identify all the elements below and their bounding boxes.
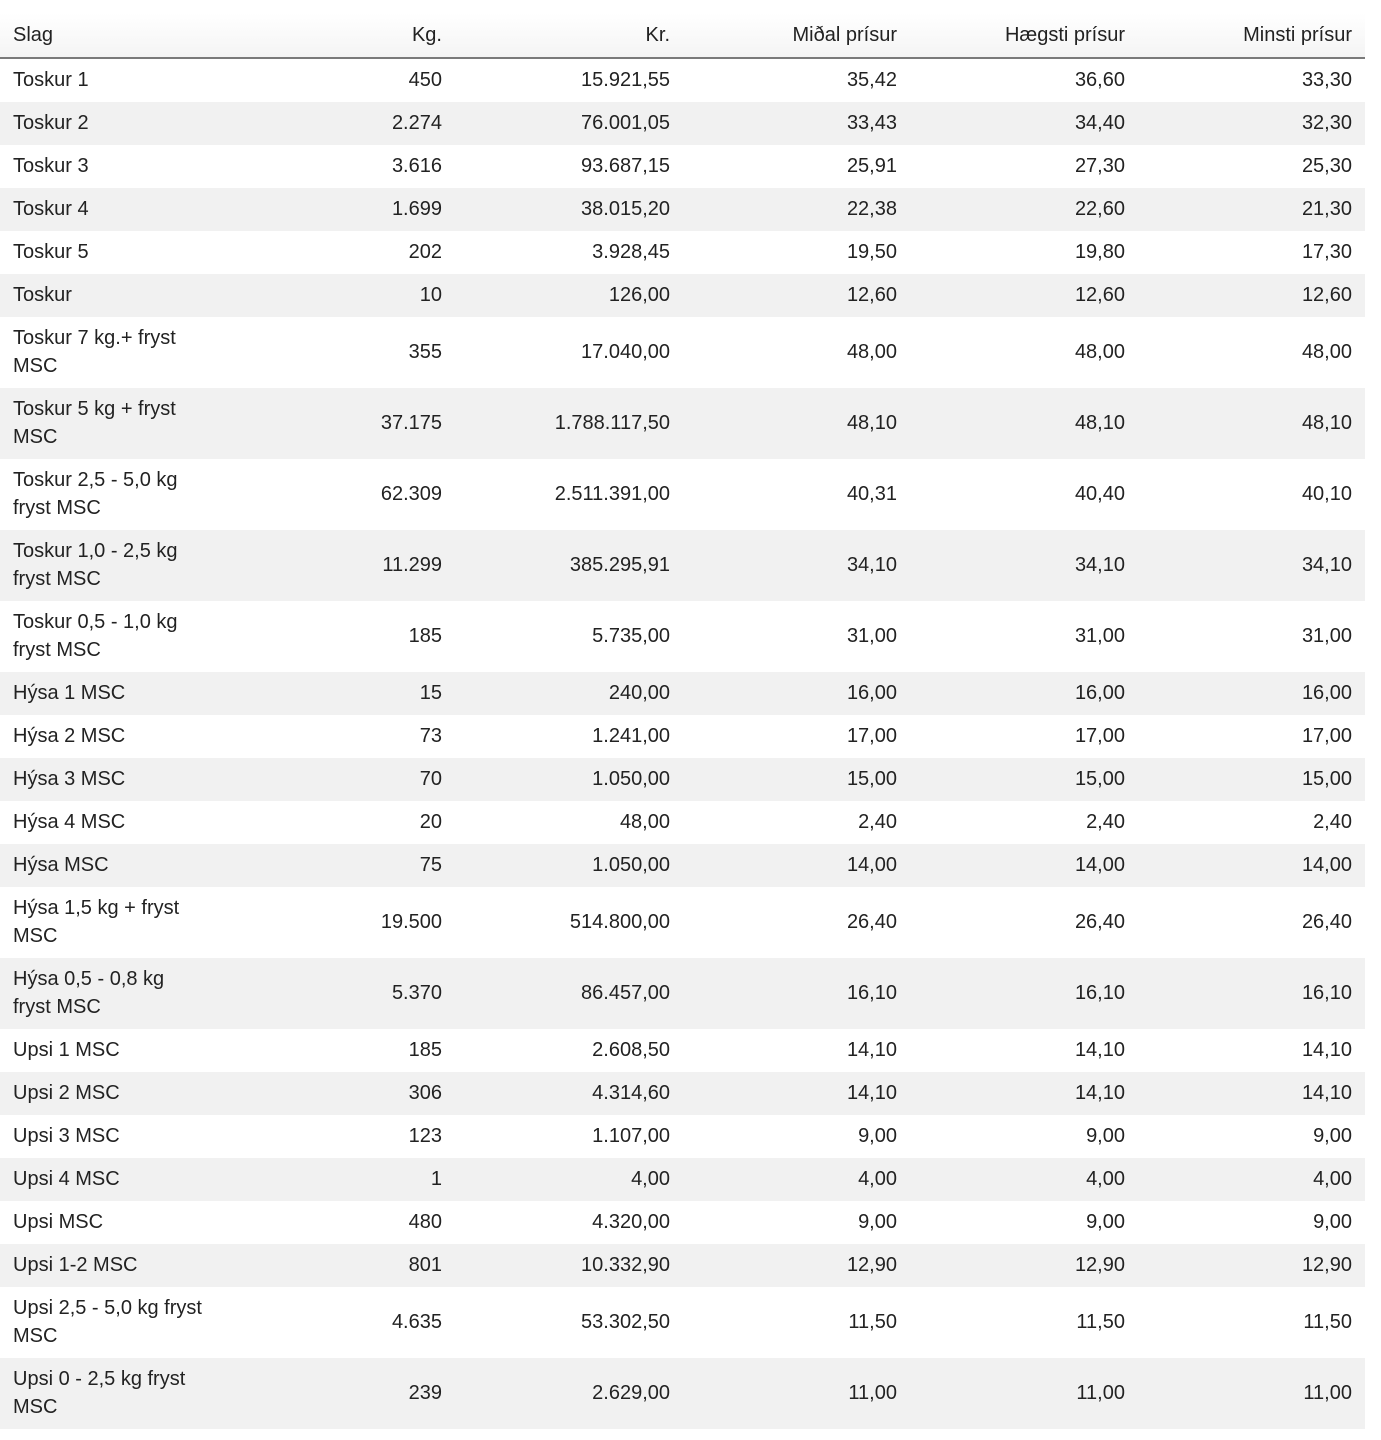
- cell-average-price: 14,10: [846, 1082, 897, 1104]
- cell-kg: 123: [408, 1125, 442, 1147]
- cell-slag: [0, 274, 228, 317]
- table-row: [0, 887, 1365, 958]
- cell-highest-price: 31,00: [1074, 625, 1125, 647]
- cell-lowest-price: 25,30: [1301, 155, 1352, 177]
- cell-slag: [0, 459, 228, 530]
- cell-average-price: 25,91: [846, 155, 897, 177]
- cell-kr: 1.050,00: [592, 768, 670, 790]
- cell-slag: [0, 1158, 228, 1201]
- cell-highest-price: 15,00: [1074, 768, 1125, 790]
- cell-average-price: 48,10: [846, 412, 897, 434]
- fish-type-label: Upsi 1-2 MSC: [13, 1254, 138, 1276]
- cell-slag: [0, 672, 228, 715]
- cell-lowest-price: 2,40: [1313, 811, 1352, 833]
- cell-average-price: 2,40: [858, 811, 897, 833]
- fish-type-label: Hýsa 3 MSC: [13, 768, 126, 790]
- cell-kg: 450: [408, 69, 442, 91]
- cell-slag: [0, 758, 228, 801]
- cell-slag: [0, 530, 228, 601]
- price-table: [0, 13, 1365, 1429]
- column-header-highest-price[interactable]: Hægsti prísur: [910, 13, 1138, 58]
- cell-highest-price: 12,90: [1074, 1254, 1125, 1276]
- cell-kr: 48,00: [619, 811, 670, 833]
- cell-highest-price: 16,10: [1074, 982, 1125, 1004]
- cell-slag: [0, 601, 228, 672]
- table-body: [0, 58, 1365, 1429]
- cell-lowest-price: 48,10: [1301, 412, 1352, 434]
- header-row: [0, 13, 1365, 58]
- cell-slag: [0, 844, 228, 887]
- table-row: [0, 102, 1365, 145]
- cell-lowest-price: 33,30: [1301, 69, 1352, 91]
- table-row: [0, 801, 1365, 844]
- cell-slag: [0, 1358, 228, 1429]
- cell-kg: 62.309: [380, 483, 442, 505]
- cell-kr: 2.511.391,00: [554, 483, 670, 505]
- cell-lowest-price: 34,10: [1301, 554, 1352, 576]
- fish-type-label: Toskur: [13, 284, 72, 306]
- cell-slag: [0, 1244, 228, 1287]
- fish-type-label: Upsi 2,5 - 5,0 kg fryst MSC: [13, 1297, 202, 1347]
- cell-kr: 240,00: [608, 682, 670, 704]
- cell-lowest-price: 11,00: [1303, 1382, 1352, 1404]
- cell-slag: [0, 231, 228, 274]
- cell-kg: 4.635: [391, 1311, 442, 1333]
- cell-highest-price: 11,00: [1076, 1382, 1125, 1404]
- table-row: [0, 58, 1365, 102]
- cell-highest-price: 9,00: [1086, 1211, 1125, 1233]
- cell-kg: 185: [408, 1039, 442, 1061]
- cell-kr: 93.687,15: [581, 155, 670, 177]
- table-row: [0, 1244, 1365, 1287]
- cell-kg: 355: [408, 341, 442, 363]
- cell-kg: 1: [430, 1168, 442, 1190]
- table-row: [0, 459, 1365, 530]
- cell-lowest-price: 12,60: [1301, 284, 1352, 306]
- cell-slag: [0, 1072, 228, 1115]
- table-row: [0, 317, 1365, 388]
- cell-highest-price: 9,00: [1086, 1125, 1125, 1147]
- cell-average-price: 35,42: [846, 69, 897, 91]
- cell-lowest-price: 15,00: [1301, 768, 1352, 790]
- cell-highest-price: 40,40: [1074, 483, 1125, 505]
- cell-average-price: 14,00: [846, 854, 897, 876]
- cell-highest-price: 17,00: [1074, 725, 1125, 747]
- cell-slag: [0, 958, 228, 1029]
- cell-average-price: 16,00: [846, 682, 897, 704]
- cell-kg: 5.370: [391, 982, 442, 1004]
- cell-lowest-price: 11,50: [1303, 1311, 1352, 1333]
- cell-kg: 202: [408, 241, 442, 263]
- cell-lowest-price: 31,00: [1301, 625, 1352, 647]
- cell-kr: 514.800,00: [569, 911, 670, 933]
- cell-average-price: 17,00: [846, 725, 897, 747]
- cell-kr: 5.735,00: [592, 625, 670, 647]
- cell-average-price: 12,60: [846, 284, 897, 306]
- table-row: [0, 1158, 1365, 1201]
- column-header-average-price[interactable]: Miðal prísur: [683, 13, 910, 58]
- fish-type-label: Hýsa 1 MSC: [13, 682, 126, 704]
- cell-lowest-price: 12,90: [1301, 1254, 1352, 1276]
- table-row: [0, 530, 1365, 601]
- cell-average-price: 19,50: [846, 241, 897, 263]
- cell-kr: 126,00: [608, 284, 670, 306]
- cell-average-price: 26,40: [846, 911, 897, 933]
- cell-kg: 185: [408, 625, 442, 647]
- column-header-kr[interactable]: Kr.: [455, 13, 683, 58]
- cell-lowest-price: 26,40: [1301, 911, 1352, 933]
- cell-highest-price: 48,00: [1074, 341, 1125, 363]
- cell-kr: 4.320,00: [592, 1211, 670, 1233]
- fish-type-label: Toskur 1,0 - 2,5 kg fryst MSC: [13, 540, 178, 590]
- cell-average-price: 9,00: [858, 1211, 897, 1233]
- cell-average-price: 31,00: [846, 625, 897, 647]
- fish-type-label: Upsi 1 MSC: [13, 1039, 120, 1061]
- cell-kr: 2.608,50: [592, 1039, 670, 1061]
- table-row: [0, 601, 1365, 672]
- table-row: [0, 758, 1365, 801]
- cell-kg: 239: [408, 1382, 442, 1404]
- table-row: [0, 1287, 1365, 1358]
- cell-kg: 3.616: [391, 155, 442, 177]
- cell-kr: 1.788.117,50: [554, 412, 670, 434]
- fish-type-label: Toskur 2,5 - 5,0 kg fryst MSC: [13, 469, 178, 519]
- cell-highest-price: 4,00: [1086, 1168, 1125, 1190]
- cell-kg: 73: [419, 725, 442, 747]
- cell-lowest-price: 21,30: [1301, 198, 1352, 220]
- cell-slag: [0, 388, 228, 459]
- cell-highest-price: 11,50: [1076, 1311, 1125, 1333]
- cell-highest-price: 22,60: [1074, 198, 1125, 220]
- cell-slag: [0, 188, 228, 231]
- table-row: [0, 1115, 1365, 1158]
- table-row: [0, 231, 1365, 274]
- cell-kr: 1.107,00: [592, 1125, 670, 1147]
- cell-kr: 17.040,00: [581, 341, 670, 363]
- table-row: [0, 1029, 1365, 1072]
- cell-slag: [0, 1287, 228, 1358]
- cell-slag: [0, 102, 228, 145]
- fish-type-label: Toskur 7 kg.+ fryst MSC: [13, 327, 176, 377]
- cell-average-price: 34,10: [846, 554, 897, 576]
- cell-kr: 53.302,50: [581, 1311, 670, 1333]
- fish-type-label: Toskur 5: [13, 241, 89, 263]
- cell-highest-price: 19,80: [1074, 241, 1125, 263]
- table-row: [0, 1201, 1365, 1244]
- cell-kg: 1.699: [391, 198, 442, 220]
- cell-highest-price: 36,60: [1074, 69, 1125, 91]
- cell-lowest-price: 17,00: [1301, 725, 1352, 747]
- cell-average-price: 22,38: [846, 198, 897, 220]
- cell-highest-price: 14,10: [1074, 1082, 1125, 1104]
- cell-kr: 4,00: [631, 1168, 670, 1190]
- cell-kg: 15: [419, 682, 442, 704]
- cell-kg: 10: [419, 284, 442, 306]
- cell-kg: 37.175: [380, 412, 442, 434]
- cell-kr: 38.015,20: [581, 198, 670, 220]
- fish-type-label: Upsi MSC: [13, 1211, 104, 1233]
- cell-lowest-price: 9,00: [1313, 1125, 1352, 1147]
- cell-highest-price: 34,10: [1074, 554, 1125, 576]
- table-row: [0, 958, 1365, 1029]
- cell-slag: [0, 1115, 228, 1158]
- cell-highest-price: 14,10: [1074, 1039, 1125, 1061]
- cell-slag: [0, 58, 228, 102]
- fish-type-label: Upsi 2 MSC: [13, 1082, 120, 1104]
- cell-kr: 2.629,00: [592, 1382, 670, 1404]
- cell-average-price: 11,50: [848, 1311, 897, 1333]
- cell-average-price: 48,00: [846, 341, 897, 363]
- fish-type-label: Hýsa 1,5 kg + fryst MSC: [13, 897, 180, 947]
- cell-average-price: 11,00: [848, 1382, 897, 1404]
- cell-highest-price: 48,10: [1074, 412, 1125, 434]
- cell-kg: 70: [419, 768, 442, 790]
- fish-type-label: Hýsa 4 MSC: [13, 811, 126, 833]
- cell-kg: 11.299: [382, 554, 442, 576]
- table-row: [0, 1072, 1365, 1115]
- column-header-slag[interactable]: Slag: [0, 13, 228, 58]
- cell-lowest-price: 40,10: [1301, 483, 1352, 505]
- cell-kr: 1.050,00: [592, 854, 670, 876]
- table-row: [0, 1358, 1365, 1429]
- cell-slag: [0, 801, 228, 844]
- cell-lowest-price: 32,30: [1301, 112, 1352, 134]
- fish-type-label: Upsi 3 MSC: [13, 1125, 120, 1147]
- cell-kr: 3.928,45: [592, 241, 670, 263]
- table-row: [0, 188, 1365, 231]
- table-header: [0, 13, 1365, 58]
- cell-kg: 19.500: [380, 911, 442, 933]
- cell-kg: 75: [419, 854, 442, 876]
- table-row: [0, 844, 1365, 887]
- cell-average-price: 40,31: [846, 483, 897, 505]
- fish-type-label: Hýsa 2 MSC: [13, 725, 126, 747]
- cell-highest-price: 14,00: [1074, 854, 1125, 876]
- table-row: [0, 274, 1365, 317]
- cell-kg: 2.274: [391, 112, 442, 134]
- fish-type-label: Upsi 4 MSC: [13, 1168, 120, 1190]
- cell-average-price: 12,90: [846, 1254, 897, 1276]
- cell-highest-price: 34,40: [1074, 112, 1125, 134]
- cell-kg: 20: [419, 811, 442, 833]
- fish-type-label: Toskur 2: [13, 112, 89, 134]
- fish-type-label: Upsi 0 - 2,5 kg fryst MSC: [13, 1368, 186, 1418]
- cell-slag: [0, 1201, 228, 1244]
- cell-highest-price: 27,30: [1074, 155, 1125, 177]
- table-row: [0, 388, 1365, 459]
- cell-slag: [0, 317, 228, 388]
- cell-highest-price: 2,40: [1086, 811, 1125, 833]
- column-header-kg[interactable]: Kg.: [228, 13, 455, 58]
- cell-highest-price: 12,60: [1074, 284, 1125, 306]
- cell-lowest-price: 16,00: [1301, 682, 1352, 704]
- cell-kg: 480: [408, 1211, 442, 1233]
- cell-kr: 385.295,91: [569, 554, 670, 576]
- column-header-lowest-price[interactable]: Minsti prísur: [1138, 13, 1365, 58]
- fish-type-label: Toskur 3: [13, 155, 89, 177]
- cell-slag: [0, 1029, 228, 1072]
- cell-average-price: 33,43: [846, 112, 897, 134]
- fish-type-label: Toskur 4: [13, 198, 89, 220]
- cell-lowest-price: 48,00: [1301, 341, 1352, 363]
- fish-type-label: Toskur 1: [13, 69, 89, 91]
- cell-slag: [0, 887, 228, 958]
- fish-type-label: Toskur 5 kg + fryst MSC: [13, 398, 176, 448]
- cell-average-price: 15,00: [846, 768, 897, 790]
- cell-lowest-price: 14,10: [1301, 1082, 1352, 1104]
- cell-kg: 801: [408, 1254, 442, 1276]
- cell-kr: 76.001,05: [581, 112, 670, 134]
- fish-type-label: Hýsa MSC: [13, 854, 109, 876]
- fish-type-label: Toskur 0,5 - 1,0 kg fryst MSC: [13, 611, 178, 661]
- cell-lowest-price: 4,00: [1313, 1168, 1352, 1190]
- cell-average-price: 9,00: [858, 1125, 897, 1147]
- cell-slag: [0, 145, 228, 188]
- cell-slag: [0, 715, 228, 758]
- cell-highest-price: 16,00: [1074, 682, 1125, 704]
- table-row: [0, 672, 1365, 715]
- cell-lowest-price: 9,00: [1313, 1211, 1352, 1233]
- cell-highest-price: 26,40: [1074, 911, 1125, 933]
- cell-average-price: 16,10: [846, 982, 897, 1004]
- fish-type-label: Hýsa 0,5 - 0,8 kg fryst MSC: [13, 968, 165, 1018]
- cell-lowest-price: 17,30: [1301, 241, 1352, 263]
- cell-kr: 86.457,00: [581, 982, 670, 1004]
- cell-average-price: 4,00: [858, 1168, 897, 1190]
- cell-kr: 10.332,90: [581, 1254, 670, 1276]
- table-row: [0, 145, 1365, 188]
- cell-average-price: 14,10: [846, 1039, 897, 1061]
- price-table-container: [0, 13, 1365, 1429]
- cell-lowest-price: 16,10: [1301, 982, 1352, 1004]
- table-row: [0, 715, 1365, 758]
- cell-kr: 1.241,00: [592, 725, 670, 747]
- cell-lowest-price: 14,10: [1301, 1039, 1352, 1061]
- cell-kg: 306: [408, 1082, 442, 1104]
- cell-kr: 15.921,55: [581, 69, 670, 91]
- cell-lowest-price: 14,00: [1301, 854, 1352, 876]
- cell-kr: 4.314,60: [592, 1082, 670, 1104]
